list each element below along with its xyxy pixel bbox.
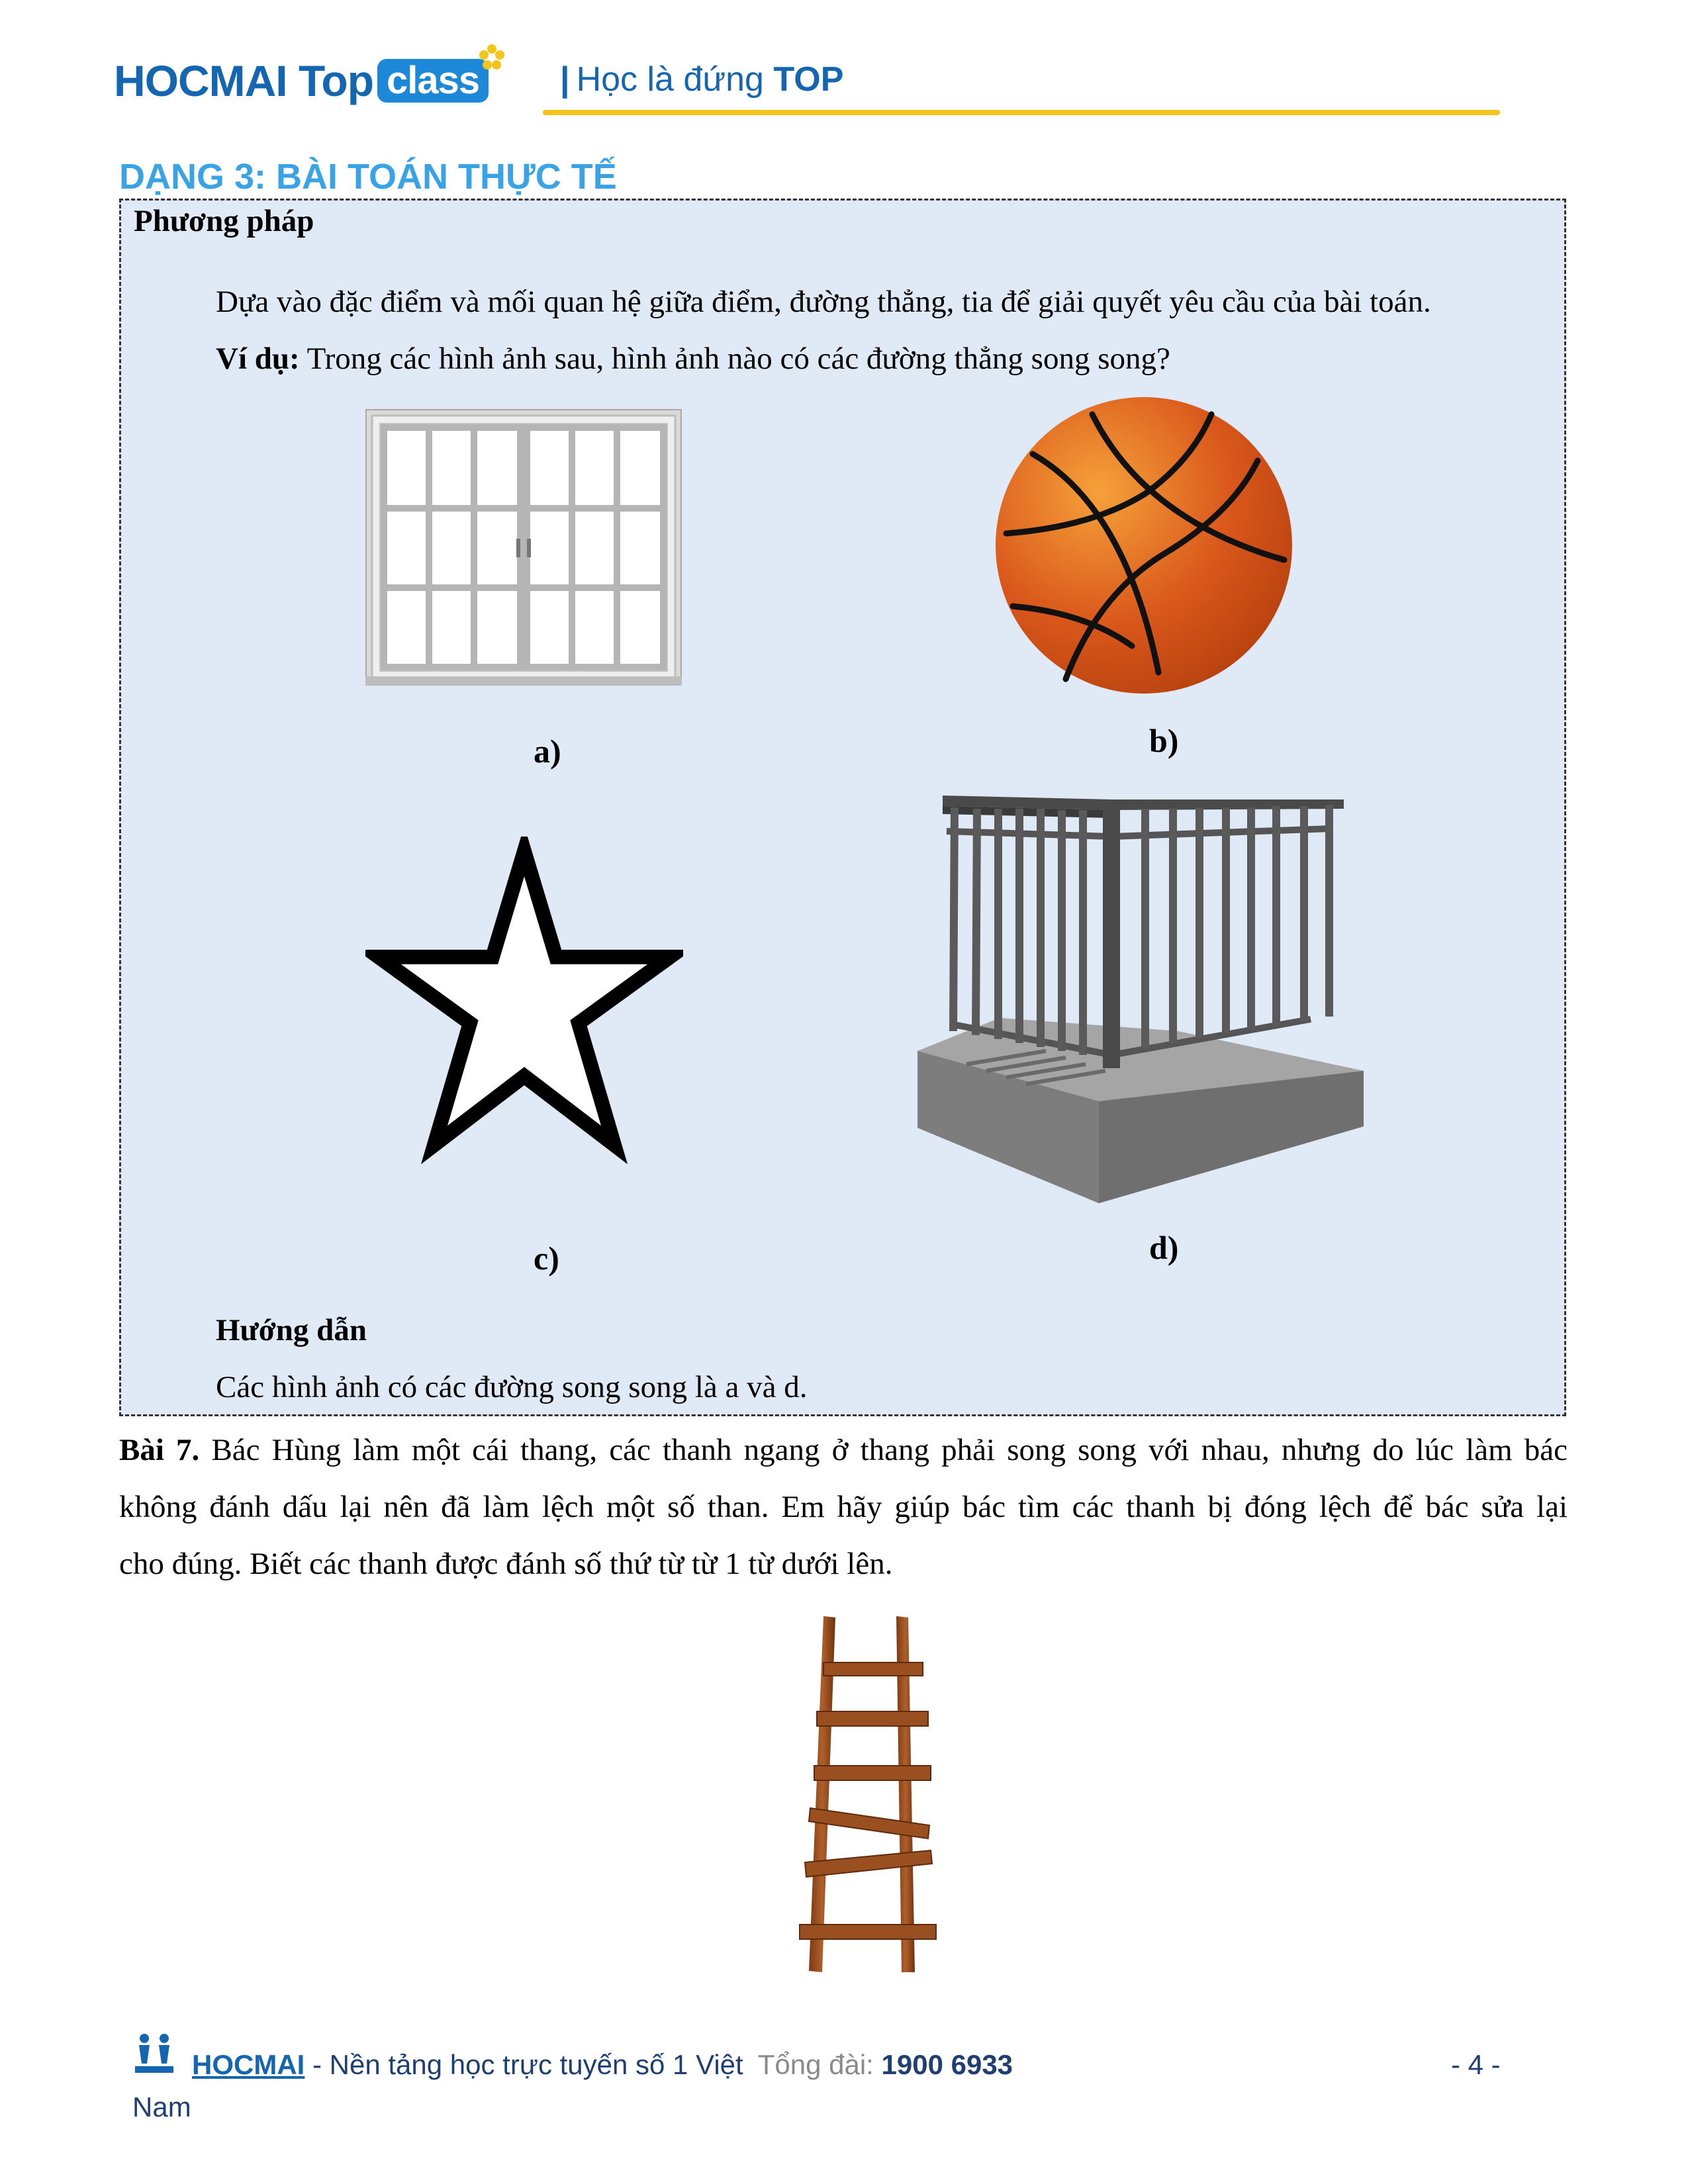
header-slogan: | Học là đứng TOP	[560, 60, 844, 99]
guide-heading: Hướng dẫn	[216, 1313, 367, 1347]
footer-tagline-cont: Nam	[132, 2091, 191, 2122]
caption-b: b)	[1149, 722, 1179, 759]
exercise-line-1: Bài 7. Bác Hùng làm một cái thang, các thanh ngang ở thang phải song song với nhau, nhưng do lúc làm bác	[119, 1433, 1568, 1467]
example-line	[216, 339, 1170, 379]
caption-c: c)	[534, 1240, 559, 1277]
page-number: - 4 -	[1451, 2049, 1501, 2080]
exercise-line-2: không đánh dấu lại nên đã làm lệch một số than. Em hãy giúp bác tìm các thanh bị đóng lệch để bác sửa lại	[119, 1490, 1568, 1524]
railing-image	[914, 793, 1377, 1214]
method-heading: Phương pháp	[134, 204, 314, 238]
exercise-7	[119, 1422, 1568, 1592]
header-divider	[543, 110, 1500, 115]
logo-text: HOCMAI Top	[114, 56, 374, 105]
logo-class-badge: class	[377, 59, 489, 103]
footer-line	[192, 2049, 1013, 2081]
footer-brand-link[interactable]: HOCMAI	[192, 2049, 305, 2080]
star-image	[365, 837, 683, 1167]
caption-a: a)	[534, 733, 561, 770]
footer-hotline-label: Tổng đài:	[757, 2049, 874, 2080]
basketball-image	[993, 394, 1295, 696]
exercise-label: Bài 7.	[119, 1433, 200, 1467]
window-image	[365, 409, 682, 686]
guide-text: Các hình ảnh có các đường song song là a và d.	[216, 1370, 808, 1404]
hocmai-footer-logo-icon	[132, 2032, 176, 2075]
method-description: Dựa vào đặc điểm và mối quan hệ giữa điểm, đường thẳng, tia để giải quyết yêu cầu của bài toán.	[216, 285, 1431, 319]
example-text: Trong các hình ảnh sau, hình ảnh nào có các đường thẳng song song?	[306, 341, 1170, 376]
footer-tagline: - Nền tảng học trực tuyến số 1 Việt	[305, 2049, 743, 2080]
caption-d: d)	[1149, 1229, 1179, 1266]
example-label: Ví dụ:	[216, 341, 300, 376]
ladder-image	[797, 1615, 941, 1974]
section-title: DẠNG 3: BÀI TOÁN THỰC TẾ	[119, 157, 617, 197]
footer-hotline-number: 1900 6933	[881, 2049, 1013, 2080]
exercise-line-3: cho đúng. Biết các thanh được đánh số thứ từ từ 1 từ dưới lên.	[119, 1547, 893, 1581]
flower-icon	[478, 44, 506, 71]
hocmai-topclass-logo	[114, 56, 489, 106]
